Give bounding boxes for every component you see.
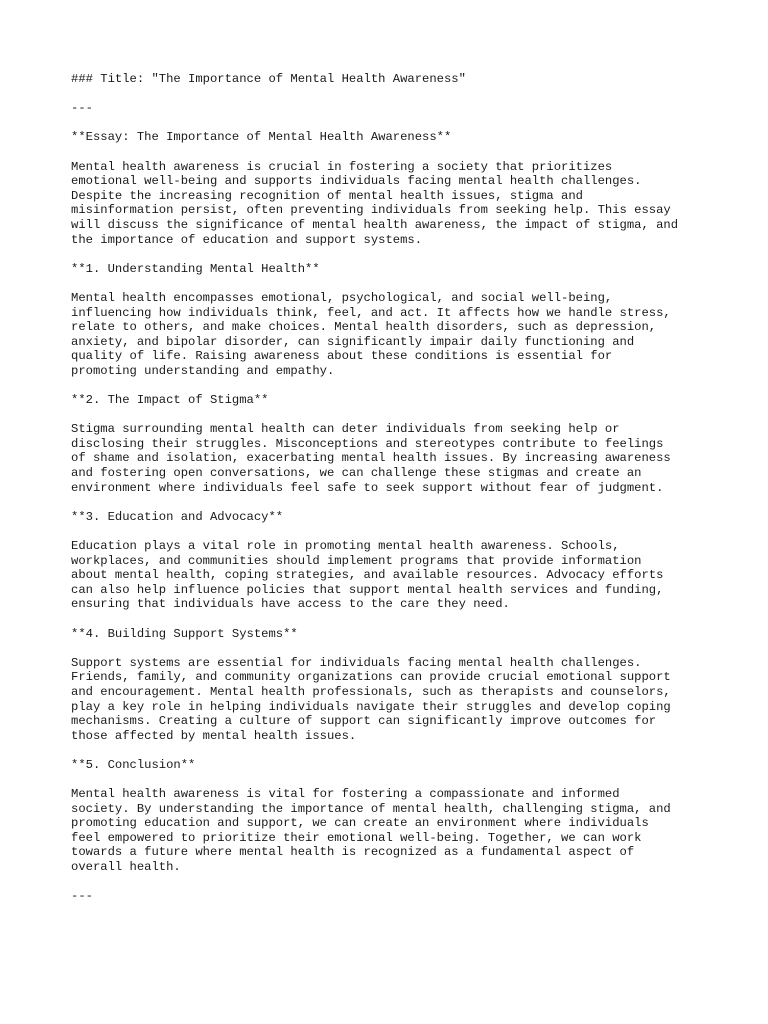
paragraph-line: the importance of education and support systems. <box>71 232 423 247</box>
paragraph-line: mechanisms. Creating a culture of support can significantly improve outcomes for <box>71 714 657 729</box>
paragraph-line: and fostering open conversations, we can challenge these stigmas and create an <box>71 466 642 481</box>
section-heading-understanding: **1. Understanding Mental Health** <box>71 261 320 276</box>
paragraph-line: Support systems are essential for individuals facing mental health challenges. <box>71 655 642 670</box>
paragraph-line: influencing how individuals think, feel, and act. It affects how we handle stress, <box>71 305 671 320</box>
paragraph-line: feel empowered to prioritize their emotional well-being. Together, we can work <box>71 830 642 845</box>
closing-separator: --- <box>71 889 93 904</box>
paragraph-line: promoting understanding and empathy. <box>71 363 335 378</box>
paragraph-line: disclosing their struggles. Misconceptions and stereotypes contribute to feelings <box>71 436 664 451</box>
section-paragraph-stigma <box>71 422 731 495</box>
section-heading-support: **4. Building Support Systems** <box>71 626 298 641</box>
paragraph-line: Mental health awareness is vital for fostering a compassionate and informed <box>71 787 620 802</box>
paragraph-line: ensuring that individuals have access to the care they need. <box>71 597 510 612</box>
paragraph-line: towards a future where mental health is recognized as a fundamental aspect of <box>71 845 635 860</box>
paragraph-line: overall health. <box>71 860 181 875</box>
paragraph-line: Mental health awareness is crucial in fostering a society that prioritizes <box>71 159 613 174</box>
paragraph-line: promoting education and support, we can create an environment where individuals <box>71 816 649 831</box>
paragraph-line: society. By understanding the importance of mental health, challenging stigma, and <box>71 801 671 816</box>
paragraph-line: quality of life. Raising awareness about these conditions is essential for <box>71 349 613 364</box>
paragraph-line: environment where individuals feel safe to seek support without fear of judgment. <box>71 480 664 495</box>
paragraph-line: emotional well-being and supports individuals facing mental health challenges. <box>71 174 642 189</box>
paragraph-line: will discuss the significance of mental health awareness, the impact of stigma, and <box>71 217 679 232</box>
paragraph-line: those affected by mental health issues. <box>71 728 357 743</box>
section-heading-conclusion: **5. Conclusion** <box>71 757 196 772</box>
section-heading-stigma: **2. The Impact of Stigma** <box>71 393 269 408</box>
separator: --- <box>71 101 93 116</box>
paragraph-line: can also help influence policies that support mental health services and funding, <box>71 582 664 597</box>
paragraph-line: about mental health, coping strategies, and available resources. Advocacy efforts <box>71 568 664 583</box>
section-paragraph-support <box>71 656 731 744</box>
document-body <box>71 72 731 918</box>
intro-paragraph <box>71 160 731 248</box>
paragraph-line: Despite the increasing recognition of mental health issues, stigma and <box>71 188 583 203</box>
paragraph-line: anxiety, and bipolar disorder, can significantly impair daily functioning and <box>71 334 635 349</box>
paragraph-line: workplaces, and communities should implement programs that provide information <box>71 553 642 568</box>
paragraph-line: Stigma surrounding mental health can deter individuals from seeking help or <box>71 422 620 437</box>
section-paragraph-conclusion <box>71 787 731 875</box>
paragraph-line: of shame and isolation, exacerbating mental health issues. By increasing awareness <box>71 451 671 466</box>
section-paragraph-education <box>71 539 731 612</box>
paragraph-line: Education plays a vital role in promoting mental health awareness. Schools, <box>71 539 620 553</box>
paragraph-line: Friends, family, and community organizations can provide crucial emotional support <box>71 670 671 685</box>
section-heading-education: **3. Education and Advocacy** <box>71 509 284 524</box>
paragraph-line: misinformation persist, often preventing individuals from seeking help. This essay <box>71 203 671 218</box>
essay-heading: **Essay: The Importance of Mental Health Awareness** <box>71 130 452 145</box>
paragraph-line: Mental health encompasses emotional, psychological, and social well-being, <box>71 290 613 305</box>
paragraph-line: play a key role in helping individuals navigate their struggles and develop coping <box>71 699 671 714</box>
paragraph-line: relate to others, and make choices. Mental health disorders, such as depression, <box>71 320 657 335</box>
section-paragraph-understanding <box>71 291 731 379</box>
document-title: ### Title: "The Importance of Mental Health Awareness" <box>71 72 466 86</box>
paragraph-line: and encouragement. Mental health professionals, such as therapists and counselors, <box>71 684 671 699</box>
